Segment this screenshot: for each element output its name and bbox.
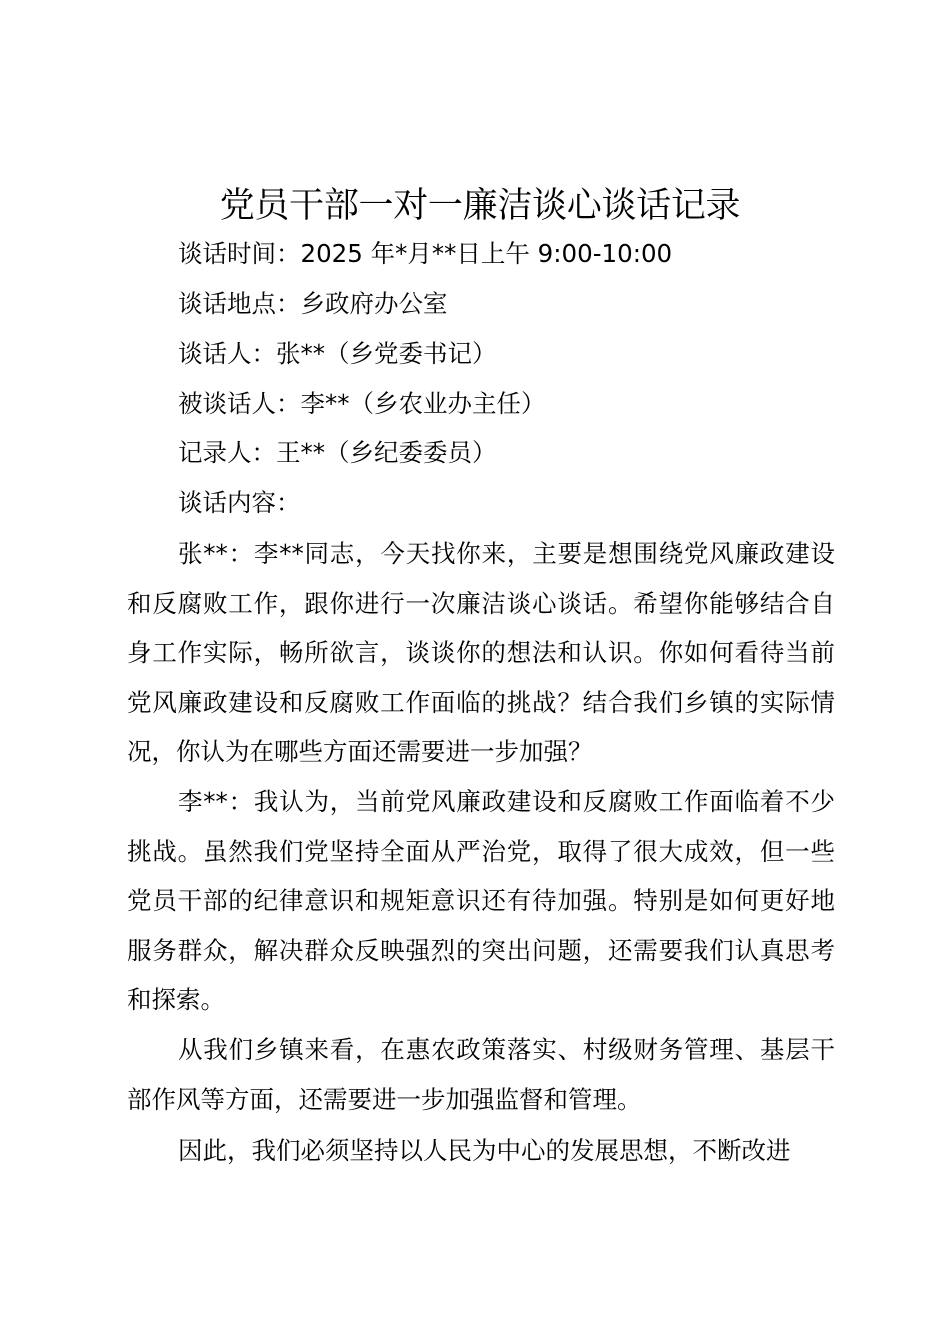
document-title: 党员干部一对一廉洁谈心谈话记录 — [219, 186, 741, 226]
recorder: 记录人：王**（乡纪委委员） — [178, 438, 497, 467]
talk-place: 谈话地点：乡政府办公室 — [178, 289, 448, 318]
talk-time: 谈话时间：2025 年*月**日上午 9:00-10:00 — [178, 239, 673, 268]
paragraph: 张**：李**同志，今天找你来，主要是想围绕党风廉政建设和反腐败工作，跟你进行一次廉洁谈心谈话。希望你能够结合自身工作实际，畅所欲言，谈谈你的想法和认识。你如何看待当前党风廉政建设和反腐败工作面临的挑战？结合我们乡镇的实际情况，你认为在哪些方面还需要进一步加强？ — [127, 539, 835, 767]
interviewee: 被谈话人：李**（乡农业办主任） — [178, 389, 546, 418]
paragraph: 从我们乡镇来看，在惠农政策落实、村级财务管理、基层干部作风等方面，还需要进一步加强监督和管理。 — [127, 1035, 835, 1114]
talker: 谈话人：张**（乡党委书记） — [178, 339, 497, 368]
paragraph: 因此，我们必须坚持以人民为中心的发展思想，不断改进 — [178, 1136, 791, 1165]
content-label: 谈话内容： — [178, 488, 301, 517]
paragraph: 李**：我认为，当前党风廉政建设和反腐败工作面临着不少挑战。虽然我们党坚持全面从严治党，取得了很大成效，但一些党员干部的纪律意识和规矩意识还有待加强。特别是如何更好地服务群众，解决群众反映强烈的突出问题，还需要我们认真思考和探索。 — [127, 787, 835, 1015]
